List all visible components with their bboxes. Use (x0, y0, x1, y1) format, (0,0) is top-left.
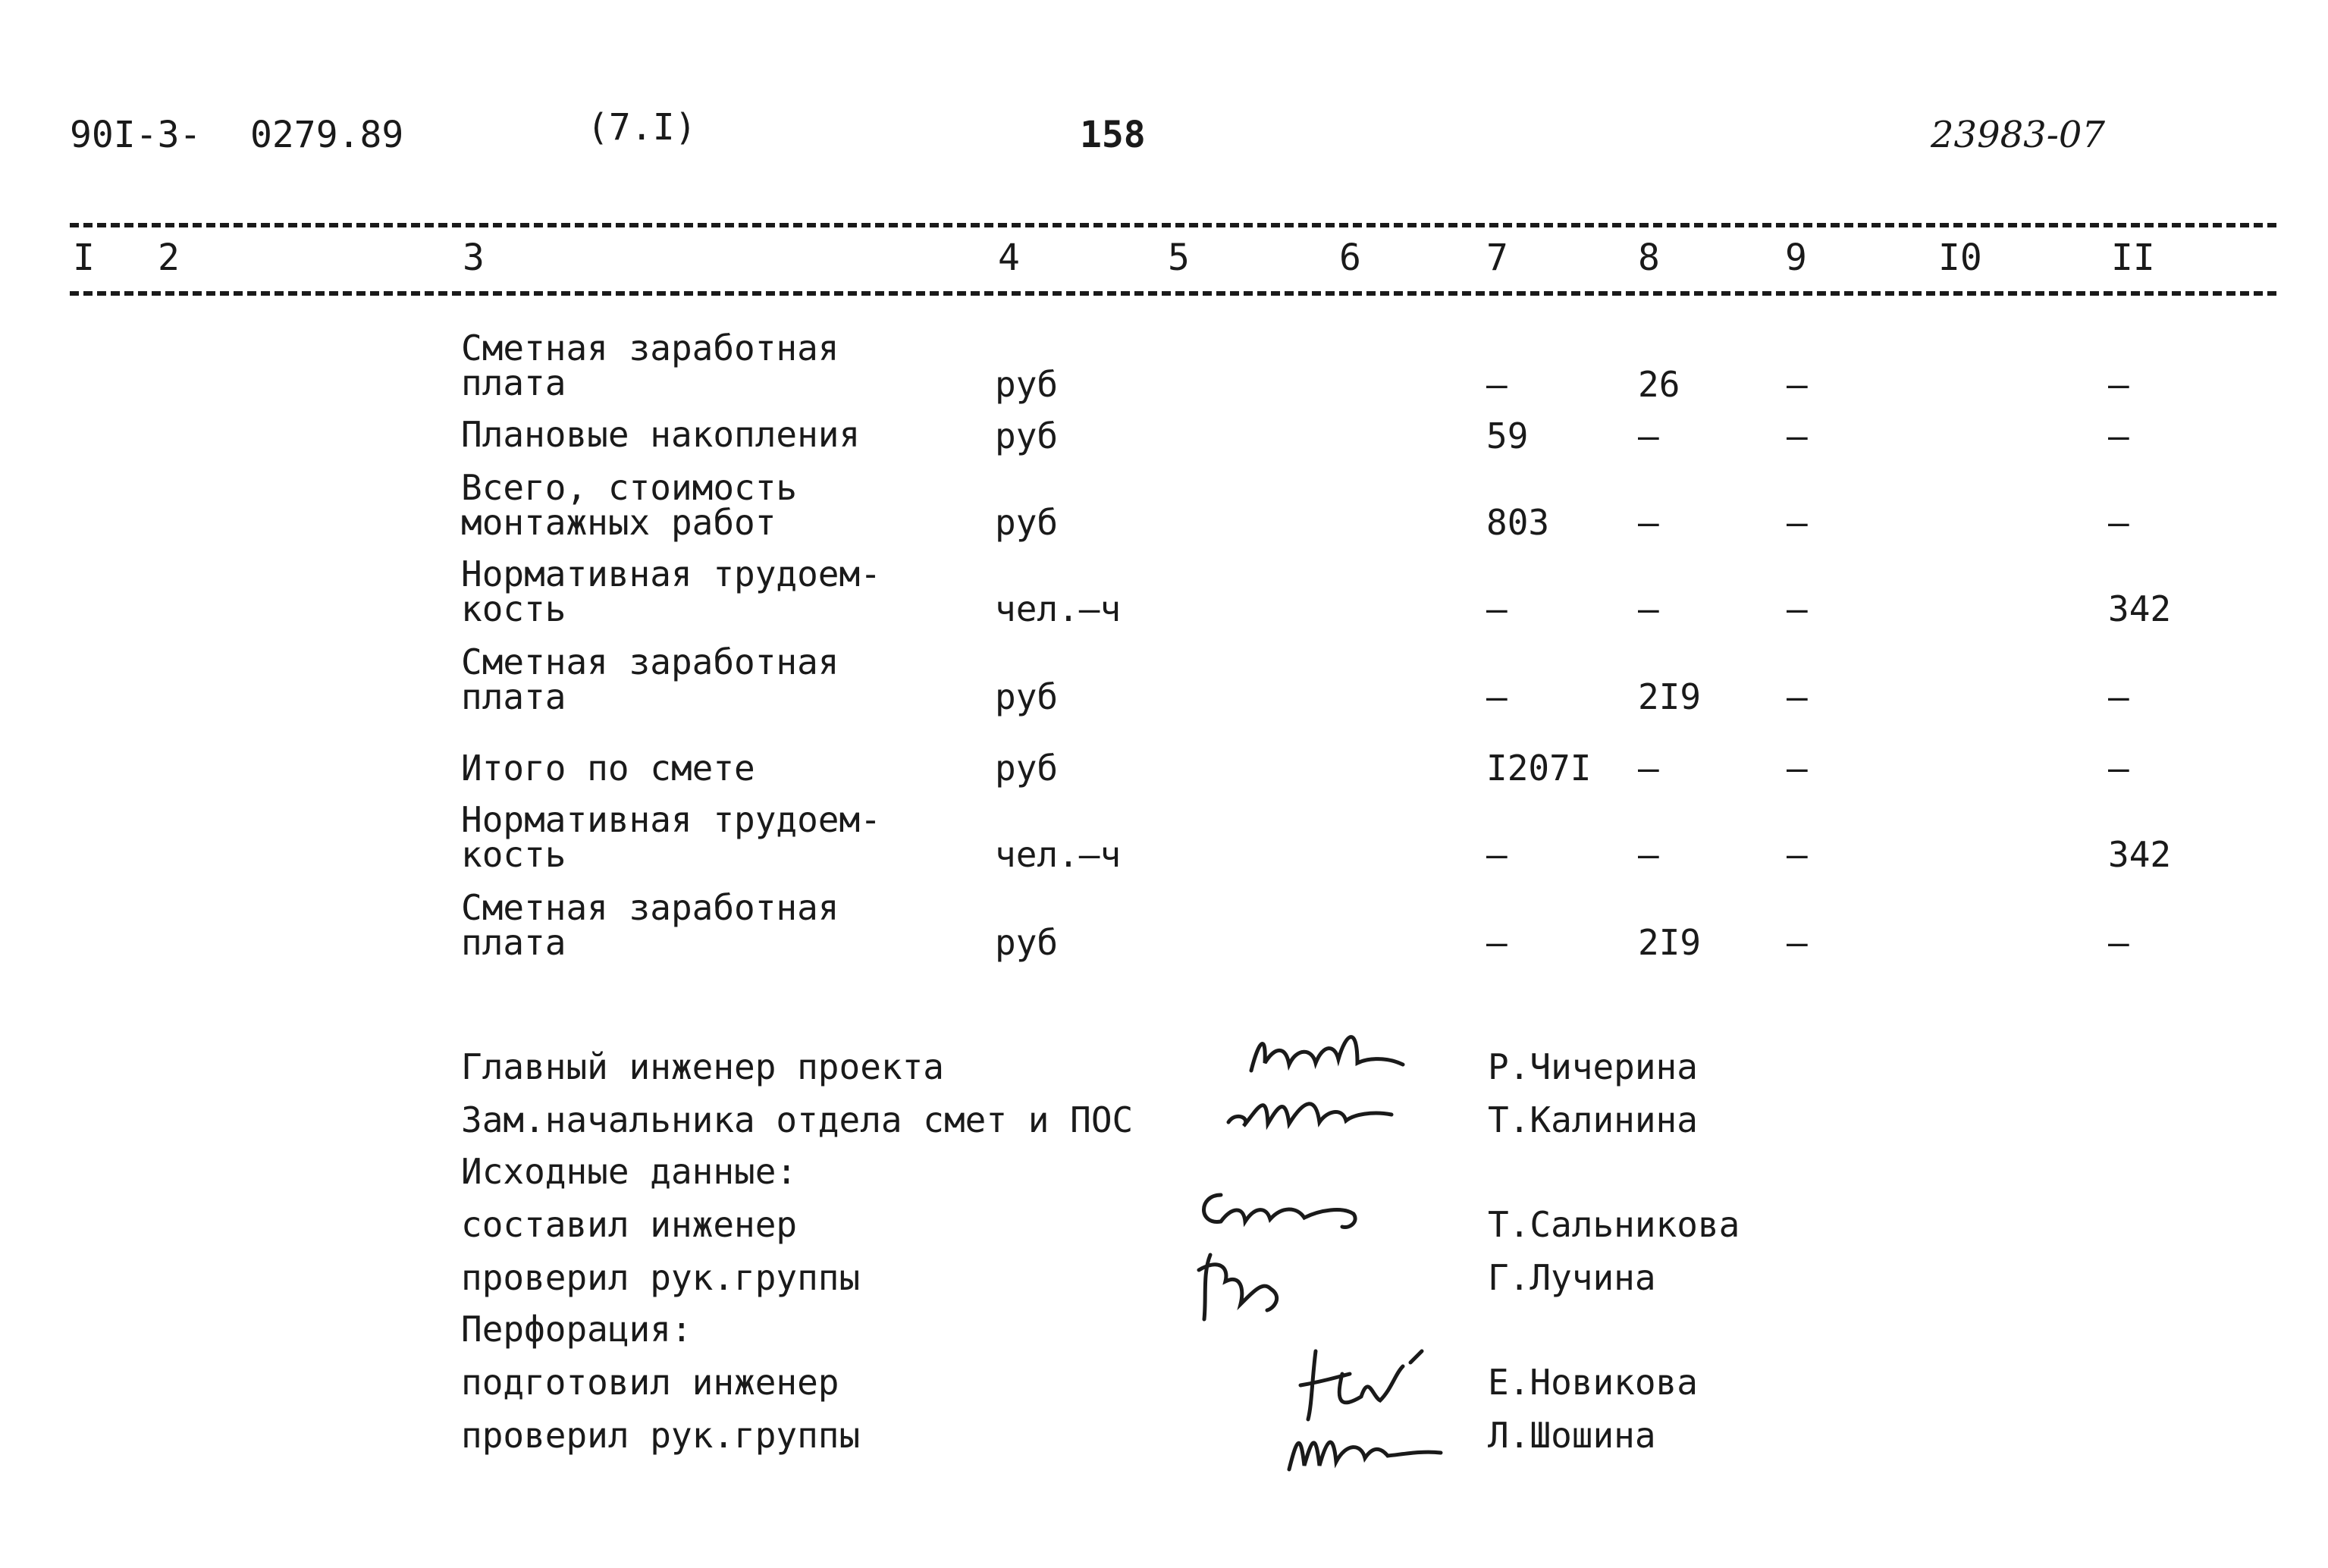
row-col11: – (2108, 922, 2129, 963)
row-col7: – (1486, 676, 1508, 717)
row-col7: 59 (1486, 416, 1529, 456)
row-unit: чел.–ч (995, 588, 1122, 629)
row-col8: – (1638, 588, 1659, 629)
section-heading: Исходные данные: (461, 1151, 798, 1192)
row-col8: 26 (1638, 364, 1680, 405)
signatory-name: Т.Сальникова (1488, 1204, 1740, 1245)
row-col9: – (1787, 588, 1808, 629)
row-col11: – (2108, 676, 2129, 717)
handwritten-signature (1191, 1180, 1373, 1243)
row-unit: руб (995, 416, 1059, 456)
signatory-name: Л.Шошина (1488, 1415, 1656, 1456)
row-unit: руб (995, 676, 1059, 717)
row-col7: – (1486, 922, 1508, 963)
row-col8: – (1638, 502, 1659, 543)
row-col7: – (1486, 588, 1508, 629)
row-col11: – (2108, 502, 2129, 543)
row-col11: – (2108, 364, 2129, 405)
col-num-9: 9 (1785, 237, 1807, 279)
row-label-line1: Всего, стоимость (461, 467, 798, 508)
col-num-10: I0 (1938, 237, 1982, 279)
row-unit: руб (995, 502, 1059, 543)
row-col7: I207I (1486, 748, 1592, 789)
row-label-line2: плата (461, 362, 566, 403)
row-col7: – (1486, 834, 1508, 875)
row-label-line2: плата (461, 676, 566, 717)
row-label-line1: Плановые накопления (461, 414, 861, 455)
row-col7: 803 (1486, 502, 1550, 543)
row-col9: – (1787, 676, 1808, 717)
doc-series: 90I-3- (70, 114, 202, 156)
row-label-line1: Нормативная трудоем- (461, 799, 881, 840)
col-num-3: 3 (463, 237, 485, 279)
col-num-7: 7 (1486, 237, 1508, 279)
header-rule-top (70, 223, 2276, 227)
col-num-1: I (73, 237, 95, 279)
row-label-line2: плата (461, 922, 566, 963)
col-num-8: 8 (1638, 237, 1660, 279)
row-label-line1: Сметная заработная (461, 328, 839, 368)
row-unit: руб (995, 922, 1059, 963)
row-label-line1: Сметная заработная (461, 887, 839, 928)
row-col8: – (1638, 834, 1659, 875)
signature-role: подготовил инженер (461, 1362, 839, 1403)
row-label-line1: Нормативная трудоем- (461, 554, 881, 594)
row-col7: – (1486, 364, 1508, 405)
col-num-4: 4 (998, 237, 1020, 279)
row-col11: 342 (2108, 834, 2172, 875)
col-num-11: II (2111, 237, 2155, 279)
handwritten-signature (1188, 1243, 1309, 1330)
row-col8: 2I9 (1638, 676, 1702, 717)
header-rule-bottom (70, 291, 2276, 296)
row-label-line2: кость (461, 834, 566, 875)
row-col9: – (1787, 748, 1808, 789)
signatory-name: Г.Лучина (1488, 1257, 1656, 1298)
row-label-line2: кость (461, 588, 566, 629)
signatory-name: Т.Калинина (1488, 1099, 1698, 1140)
signature-role: Главный инженер проекта (461, 1046, 944, 1087)
row-unit: руб (995, 364, 1059, 405)
handwritten-signature (1221, 1077, 1403, 1140)
row-label-line1: Сметная заработная (461, 641, 839, 682)
row-col9: – (1787, 834, 1808, 875)
doc-number: 0279.89 (250, 114, 404, 156)
row-col8: 2I9 (1638, 922, 1702, 963)
row-label-line1: Итого по смете (461, 748, 755, 789)
row-col9: – (1787, 416, 1808, 456)
row-col8: – (1638, 416, 1659, 456)
signature-role: проверил рук.группы (461, 1257, 861, 1298)
section-heading: Перфорация: (461, 1309, 692, 1350)
row-unit: чел.–ч (995, 834, 1122, 875)
row-col8: – (1638, 748, 1659, 789)
col-num-6: 6 (1339, 237, 1361, 279)
row-col11: – (2108, 416, 2129, 456)
signatory-name: Е.Новикова (1488, 1362, 1698, 1403)
signatory-name: Р.Чичерина (1488, 1046, 1698, 1087)
signature-role: Зам.начальника отдела смет и ПОС (461, 1099, 1134, 1140)
row-col11: – (2108, 748, 2129, 789)
col-num-2: 2 (158, 237, 180, 279)
signature-role: составил инженер (461, 1204, 798, 1245)
row-col11: 342 (2108, 588, 2172, 629)
col-num-5: 5 (1168, 237, 1190, 279)
section-code: (7.I) (587, 106, 697, 149)
signature-role: проверил рук.группы (461, 1415, 861, 1456)
handwritten-signature (1274, 1409, 1456, 1480)
row-col9: – (1787, 922, 1808, 963)
page-number: 158 (1080, 114, 1146, 156)
inventory-number: 23983-07 (1931, 114, 2105, 156)
row-col9: – (1787, 364, 1808, 405)
row-label-line2: монтажных работ (461, 502, 777, 543)
row-col9: – (1787, 502, 1808, 543)
row-unit: руб (995, 748, 1059, 789)
